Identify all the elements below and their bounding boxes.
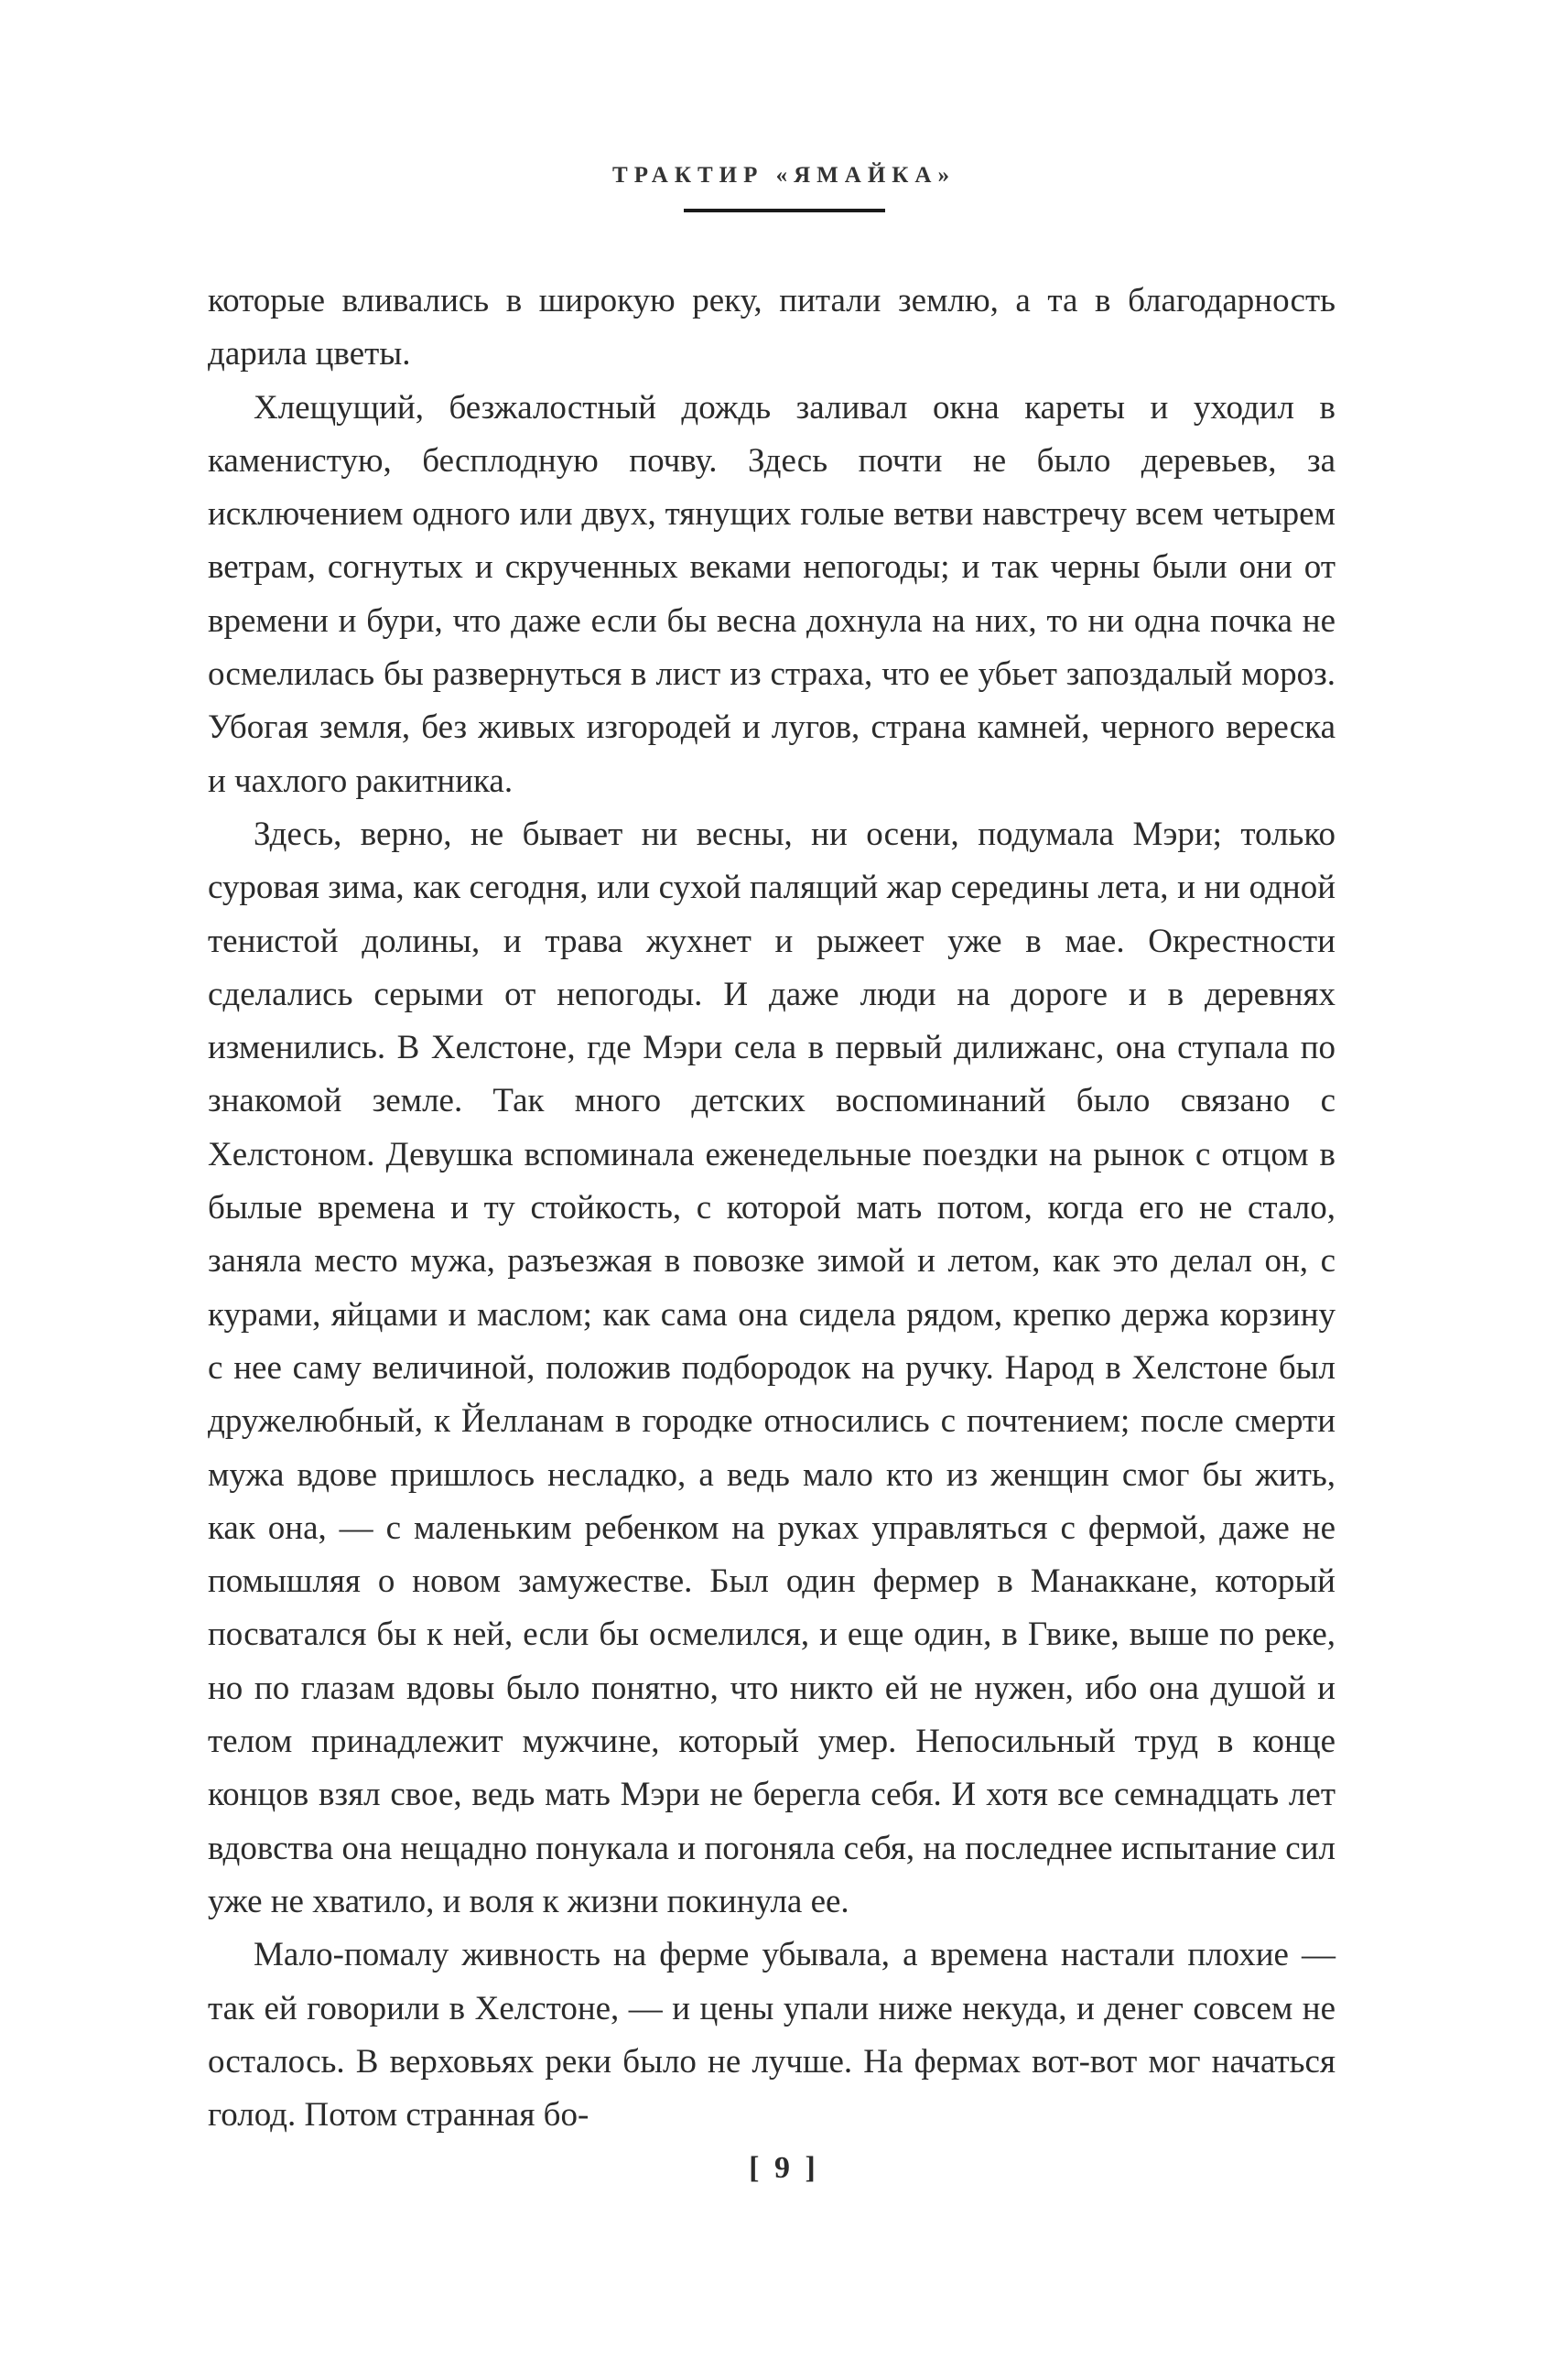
paragraph: Хлещущий, безжалостный дождь заливал окна кареты и уходил в каменистую, бесплодную почву. Здесь почти не было деревьев, за исключением одного или двух, тянущих голые ветви навстречу всем четырем ветрам, согнутых и скрученных веками непогоды; и так черны были они от времени и бури, что даже если бы весна дохнула на них, то ни одна почка не осмелилась бы развернуться в лист из страха, что ее убьет запоздалый мороз. Убогая земля, без живых изгородей и лугов, страна камней, черного вереска и чахлого ракитника.: [208, 388, 1336, 800]
body-text: [208, 275, 1336, 2142]
paragraph: Мало-помалу живность на ферме убывала, а времена настали плохие — так ей говорили в Хелстоне, — и цены упали ниже некуда, и денег совсем не осталось. В верховьях реки было не лучше. На фермах вот-вот мог начаться голод. Потом странная бо-: [208, 1936, 1336, 2135]
running-head-rule: [684, 209, 885, 212]
page-number: [ 9 ]: [749, 2151, 819, 2185]
paragraph: Здесь, верно, не бывает ни весны, ни осени, подумала Мэри; только суровая зима, как сегодня, или сухой палящий жар середины лета, и ни одной тенистой долины, и трава жухнет и рыжеет уже в мае. Окрестности сделались серыми от непогоды. И даже люди на дороге и в деревнях изменились. В Хелстоне, где Мэри села в первый дилижанс, она ступала по знакомой земле. Так много детских воспоминаний было связано с Хелстоном. Девушка вспоминала еженедельные поездки на рынок с отцом в былые времена и ту стойкость, с которой мать потом, когда его не стало, заняла место мужа, разъезжая в повозке зимой и летом, как это делал он, с курами, яйцами и маслом; как сама она сидела рядом, крепко держа корзину с нее саму величиной, положив подбородок на ручку. Народ в Хелстоне был дружелюбный, к Йелланам в городке относились с почтением; после смерти мужа вдове пришлось несладко, а ведь мало кто из женщин смог бы жить, как она, — с маленьким ребенком на руках управляться с фермой, даже не помышляя о новом замужестве. Был один фермер в Манаккане, который посватался бы к ней, если бы осмелился, и еще один, в Гвике, выше по реке, но по глазам вдовы было понятно, что никто ей не нужен, ибо она душой и телом принадлежит мужчине, который умер. Непосильный труд в конце концов взял свое, ведь мать Мэри не берегла себя. И хотя все семнадцать лет вдовства она нещадно понукала и погоняла себя, на последнее испытание сил уже не хватило, и воля к жизни покинула ее.: [208, 815, 1336, 1920]
paragraph: которые вливались в широкую реку, питали землю, а та в благодарность дарила цветы.: [208, 282, 1336, 373]
running-head: [0, 163, 1568, 212]
running-head-title: ТРАКТИР «ЯМАЙКА»: [612, 163, 956, 188]
